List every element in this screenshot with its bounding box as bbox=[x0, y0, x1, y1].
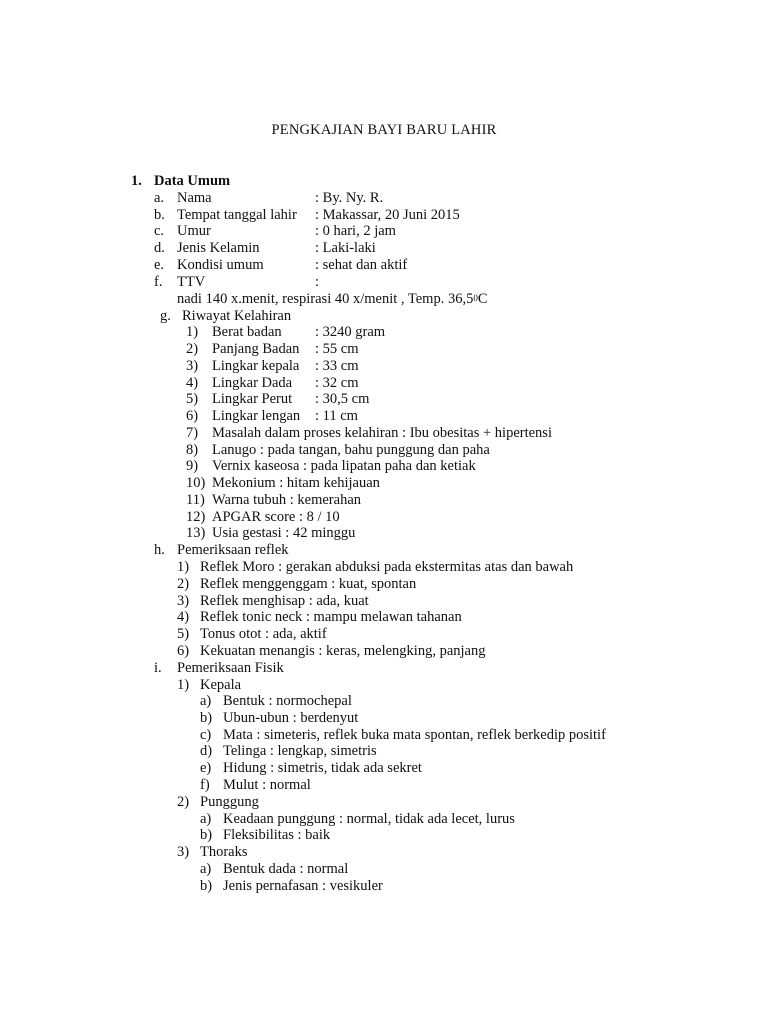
list-number: 3) bbox=[177, 844, 190, 860]
list-number: 11) bbox=[186, 492, 205, 508]
sub-marker: e) bbox=[200, 760, 212, 776]
item-value: : Makassar, 20 Juni 2015 bbox=[315, 207, 460, 223]
item-value: : 0 hari, 2 jam bbox=[315, 223, 396, 239]
list-value: : 32 cm bbox=[315, 375, 359, 391]
sub-label: Mata : simeteris, reflek buka mata spontan, reflek berkedip positif bbox=[223, 727, 606, 743]
list-label: Panjang Badan bbox=[212, 341, 300, 357]
list-label: Mekonium : hitam kehijauan bbox=[212, 475, 380, 491]
item-value: : Laki-laki bbox=[315, 240, 376, 256]
list-label: Lingkar Perut bbox=[212, 391, 293, 407]
list-number: 5) bbox=[177, 626, 190, 642]
section-number: 1. bbox=[131, 173, 142, 189]
item-marker: f. bbox=[154, 274, 163, 290]
section-heading: Data Umum bbox=[154, 173, 231, 189]
list-number: 2) bbox=[177, 794, 190, 810]
ttv-unit: C bbox=[477, 291, 488, 307]
ttv-line bbox=[177, 291, 488, 308]
sub-label: Bentuk dada : normal bbox=[223, 861, 349, 877]
sub-label: Bentuk : normochepal bbox=[223, 693, 352, 709]
item-label: Kondisi umum bbox=[177, 257, 264, 273]
item-marker: h. bbox=[154, 542, 165, 558]
list-label: Reflek menghisap : ada, kuat bbox=[200, 593, 369, 609]
list-label: Warna tubuh : kemerahan bbox=[212, 492, 362, 508]
list-label: Reflek menggenggam : kuat, spontan bbox=[200, 576, 417, 592]
sub-label: Keadaan punggung : normal, tidak ada lecet, lurus bbox=[223, 811, 515, 827]
list-number: 6) bbox=[186, 408, 199, 424]
document-title: PENGKAJIAN BAYI BARU LAHIR bbox=[271, 122, 497, 138]
list-value: : 55 cm bbox=[315, 341, 359, 357]
group-heading: Kepala bbox=[200, 677, 242, 693]
list-label: Lanugo : pada tangan, bahu punggung dan paha bbox=[212, 442, 490, 458]
list-label: APGAR score : 8 / 10 bbox=[212, 509, 340, 525]
item-marker: g. bbox=[160, 308, 171, 324]
item-marker: i. bbox=[154, 660, 162, 676]
item-value: : sehat dan aktif bbox=[315, 257, 408, 273]
list-number: 5) bbox=[186, 391, 199, 407]
item-label: Jenis Kelamin bbox=[177, 240, 260, 256]
list-number: 2) bbox=[177, 576, 190, 592]
list-number: 13) bbox=[186, 525, 206, 541]
list-label: Usia gestasi : 42 minggu bbox=[212, 525, 356, 541]
list-number: 4) bbox=[177, 609, 190, 625]
list-label: Reflek tonic neck : mampu melawan tahanan bbox=[200, 609, 462, 625]
list-label: Masalah dalam proses kelahiran : Ibu obesitas + hipertensi bbox=[212, 425, 552, 441]
sub-label: Fleksibilitas : baik bbox=[223, 827, 331, 843]
sub-marker: a) bbox=[200, 861, 212, 877]
list-label: Lingkar lengan bbox=[212, 408, 301, 424]
list-value: : 11 cm bbox=[315, 408, 358, 424]
list-value: : 30,5 cm bbox=[315, 391, 370, 407]
list-number: 3) bbox=[186, 358, 199, 374]
list-number: 10) bbox=[186, 475, 206, 491]
item-marker: e. bbox=[154, 257, 165, 273]
ttv-text: nadi 140 x.menit, respirasi 40 x/menit , Temp. 36,5 bbox=[177, 291, 474, 307]
sub-marker: f) bbox=[200, 777, 210, 793]
subsection-heading: Riwayat Kelahiran bbox=[182, 308, 292, 324]
sub-label: Hidung : simetris, tidak ada sekret bbox=[223, 760, 422, 776]
sub-marker: c) bbox=[200, 727, 212, 743]
subsection-heading: Pemeriksaan Fisik bbox=[177, 660, 284, 676]
list-number: 12) bbox=[186, 509, 206, 525]
sub-label: Jenis pernafasan : vesikuler bbox=[223, 878, 383, 894]
list-label: Tonus otot : ada, aktif bbox=[200, 626, 327, 642]
list-number: 1) bbox=[177, 559, 190, 575]
list-label: Lingkar kepala bbox=[212, 358, 300, 374]
sub-marker: a) bbox=[200, 693, 212, 709]
sub-label: Mulut : normal bbox=[223, 777, 311, 793]
list-number: 4) bbox=[186, 375, 199, 391]
item-value: : bbox=[315, 274, 320, 290]
sub-marker: a) bbox=[200, 811, 212, 827]
item-label: Nama bbox=[177, 190, 212, 206]
list-number: 8) bbox=[186, 442, 199, 458]
list-label: Vernix kaseosa : pada lipatan paha dan ketiak bbox=[212, 458, 476, 474]
subsection-heading: Pemeriksaan reflek bbox=[177, 542, 289, 558]
sub-marker: b) bbox=[200, 827, 213, 843]
group-heading: Punggung bbox=[200, 794, 259, 810]
list-value: : 3240 gram bbox=[315, 324, 386, 340]
list-label: Berat badan bbox=[212, 324, 282, 340]
item-marker: a. bbox=[154, 190, 165, 206]
item-value: : By. Ny. R. bbox=[315, 190, 384, 206]
list-number: 6) bbox=[177, 643, 190, 659]
item-label: Tempat tanggal lahir bbox=[177, 207, 297, 223]
sub-marker: d) bbox=[200, 743, 213, 759]
item-marker: d. bbox=[154, 240, 165, 256]
list-label: Lingkar Dada bbox=[212, 375, 293, 391]
list-number: 1) bbox=[186, 324, 199, 340]
sub-marker: b) bbox=[200, 878, 213, 894]
list-number: 7) bbox=[186, 425, 199, 441]
item-marker: b. bbox=[154, 207, 165, 223]
sub-label: Ubun-ubun : berdenyut bbox=[223, 710, 359, 726]
list-label: Kekuatan menangis : keras, melengking, panjang bbox=[200, 643, 486, 659]
list-number: 9) bbox=[186, 458, 199, 474]
item-label: Umur bbox=[177, 223, 211, 239]
list-number: 1) bbox=[177, 677, 190, 693]
item-label: TTV bbox=[177, 274, 206, 290]
list-number: 3) bbox=[177, 593, 190, 609]
sub-label: Telinga : lengkap, simetris bbox=[223, 743, 377, 759]
list-label: Reflek Moro : gerakan abduksi pada ekstermitas atas dan bawah bbox=[200, 559, 574, 575]
item-marker: c. bbox=[154, 223, 165, 239]
ttv-degree: 0 bbox=[473, 293, 478, 303]
sub-marker: b) bbox=[200, 710, 213, 726]
list-value: : 33 cm bbox=[315, 358, 359, 374]
group-heading: Thoraks bbox=[200, 844, 248, 860]
list-number: 2) bbox=[186, 341, 199, 357]
